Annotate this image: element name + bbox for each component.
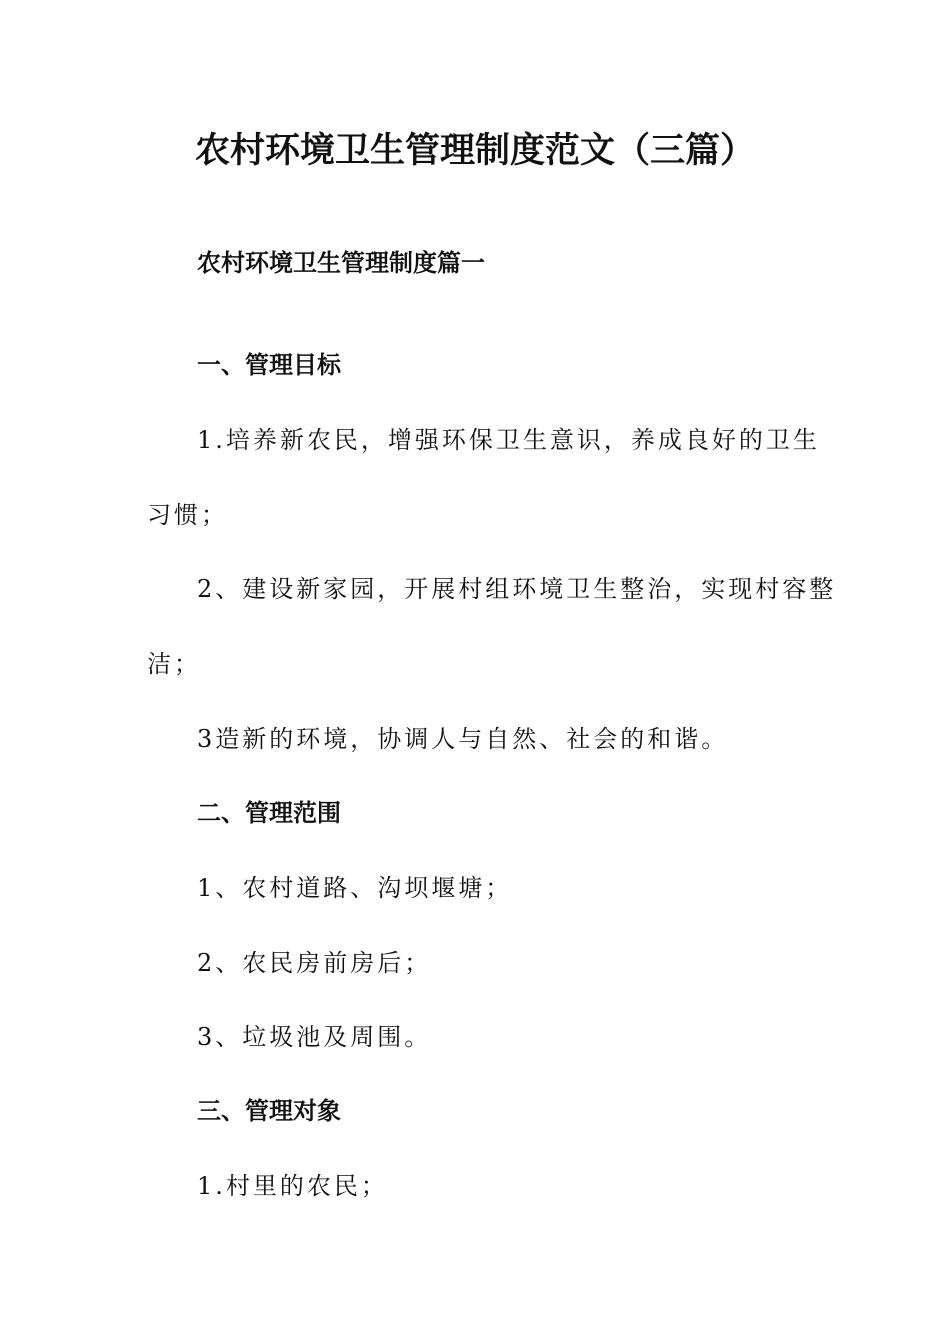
paragraph-goal-2: 2、建设新家园，开展村组环境卫生整治，实现村容整 [197, 575, 837, 603]
section-heading-goals: 一、管理目标 [197, 351, 341, 379]
section-heading-scope: 二、管理范围 [197, 799, 341, 827]
paragraph-targets-1: 1.村里的农民； [197, 1172, 388, 1200]
document-subtitle: 农村环境卫生管理制度篇一 [197, 249, 485, 277]
paragraph-goal-3: 3造新的环境，协调人与自然、社会的和谐。 [197, 725, 729, 753]
document-title: 农村环境卫生管理制度范文（三篇） [194, 131, 755, 171]
paragraph-scope-3: 3、垃圾池及周围。 [197, 1023, 432, 1051]
paragraph-goal-2-cont: 洁； [147, 650, 201, 678]
paragraph-goal-1-cont: 习惯； [147, 501, 228, 529]
paragraph-goal-1: 1.培养新农民，增强环保卫生意识，养成良好的卫生 [197, 426, 820, 454]
paragraph-scope-1: 1、农村道路、沟坝堰塘； [197, 874, 513, 902]
paragraph-scope-2: 2、农民房前房后； [197, 949, 432, 977]
section-heading-targets: 三、管理对象 [197, 1097, 341, 1125]
